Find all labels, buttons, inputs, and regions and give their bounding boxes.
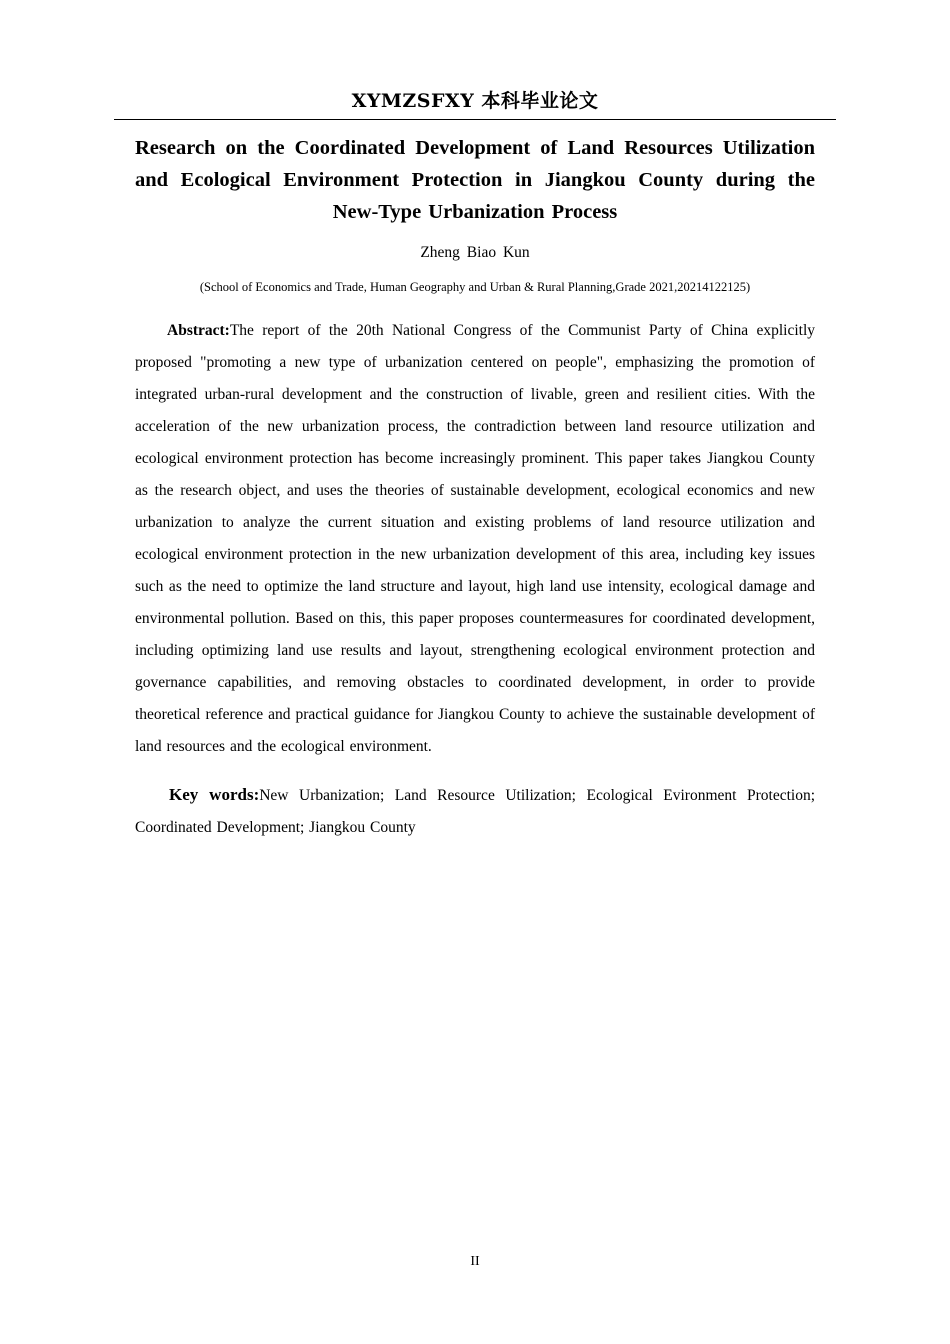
author-affiliation: (School of Economics and Trade, Human Geography and Urban & Rural Planning,Grade 2021,20214122125) [199, 280, 751, 294]
page-title: Research on the Coordinated Development of Land Resources Utilization and Ecological Environment Protection in Jiangkou County during the New-Type Urbanization Process [135, 137, 815, 223]
abstract-body: The report of the 20th National Congress of the Communist Party of China explicitly proposed "promoting a new type of urbanization centered on people", emphasizing the promotion of integrated urban-rural development and the construction of livable, green and resilient cities. With the acceleration of the new urbanization process, the contradiction between land resource utilization and ecological environment protection has become increasingly prominent. This paper takes Jiangkou County as the research object, and uses the theories of sustainable development, ecological economics and new urbanization to analyze the current situation and existing problems of land resource utilization and ecological environment protection in the new urbanization development of this area, including key issues such as the need to optimize the land structure and layout, high land use intensity, ecological damage and environmental pollution. Based on this, this paper proposes countermeasures for coordinated development, including optimizing land use results and layout, strengthening ecological environment protection and governance capabilities, and removing obstacles to coordinated development, in order to provide theoretical reference and practical guidance for Jiangkou County to achieve the sustainable development of land resources and the ecological environment. [135, 322, 815, 755]
page-content [135, 120, 815, 844]
abstract-label: Abstract: [167, 322, 230, 339]
abstract-paragraph [135, 315, 815, 763]
page-number: II [470, 1254, 480, 1269]
running-header-title: XYMZSFXY 本科毕业论文 [351, 90, 599, 112]
keywords-label: Key words: [169, 784, 260, 804]
keywords-paragraph [135, 779, 815, 844]
keywords-body: New Urbanization; Land Resource Utilization; Ecological Evironment Protection; Coordinated Development; Jiangkou County [135, 786, 815, 836]
page-header [114, 0, 836, 120]
author-name: Zheng Biao Kun [420, 244, 530, 261]
